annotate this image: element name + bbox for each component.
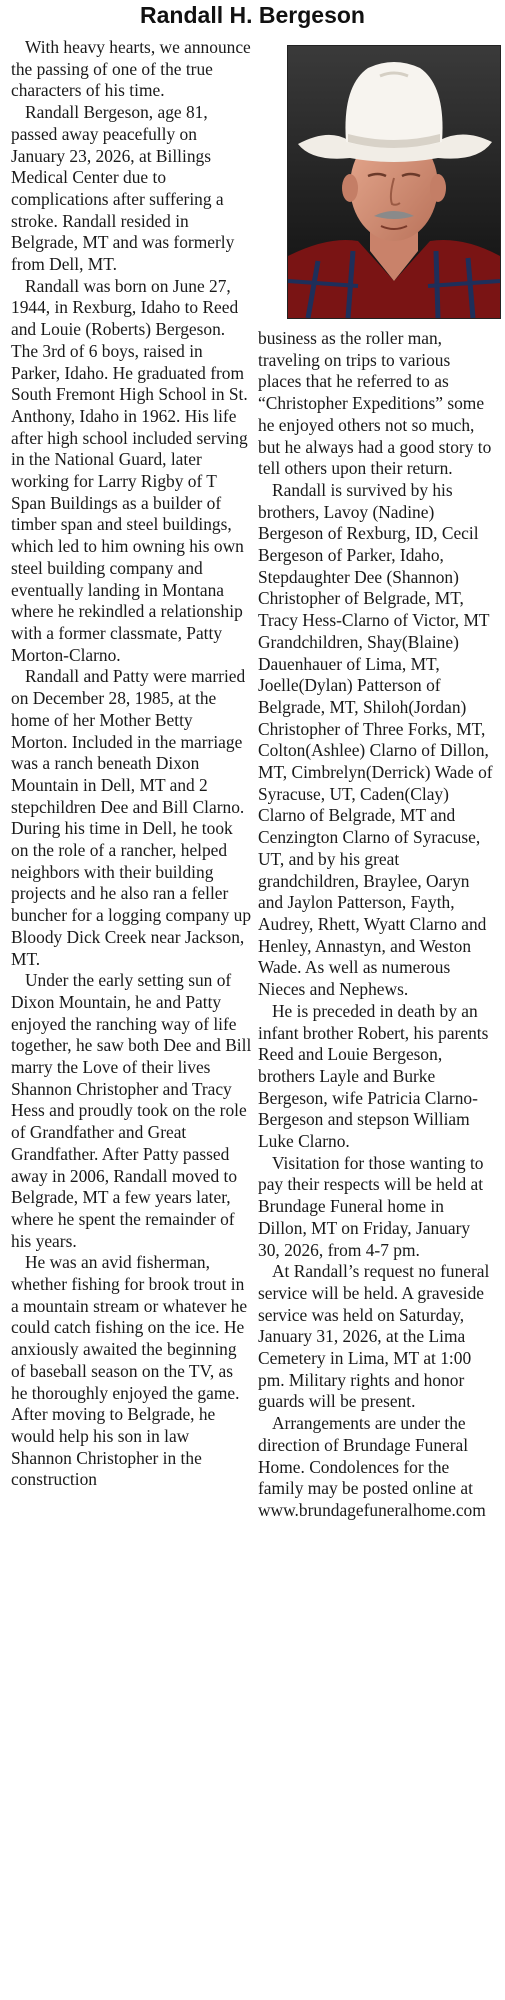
paragraph-intro: With heavy hearts, we announce the passing of one of the true characters of his time. <box>11 37 251 101</box>
obituary-right-column <box>258 328 496 1522</box>
paragraph-passing: Randall Bergeson, age 81, passed away peacefully on January 23, 2026, at Billings Medical Center due to complications after suffering a stroke. Randall resided in Belgrade, MT and was formerly from Dell, MT. <box>11 102 235 275</box>
paragraph-survived-by: Randall is survived by his brothers, Lavoy (Nadine) Bergeson of Rexburg, ID, Cecil Bergeson of Parker, Idaho, Stepdaughter Dee (Shannon) Christopher of Belgrade, MT, Tracy Hess-Clarno of Victor, MT Grandchildren, Shay(Blaine) Dauenhauer of Lima, MT, Joelle(Dylan) Patterson of Belgrade, MT, Shiloh(Jordan) Christopher of Three Forks, MT, Colton(Ashlee) Clarno of Dillon, MT, Cimbrelyn(Derrick) Wade of Syracuse, UT, Caden(Clay) Clarno of Belgrade, MT and Cenzington Clarno of Syracuse, UT, and by his great grandchildren, Braylee, Oaryn and Jaylon Patterson, Fayth, Audrey, Rhett, Wyatt Clarno and Henley, Annastyn, and Weston Wade. As well as numerous Nieces and Nephews. <box>258 479 493 1000</box>
obituary-title: Randall H. Bergeson <box>140 2 365 28</box>
paragraph-arrangements: Arrangements are under the direction of Brundage Funeral Home. Condolences for the family may be posted online at www.brundagefuneralhome.com <box>258 1413 486 1520</box>
paragraph-hobbies: He was an avid fisherman, whether fishing for brook trout in a mountain stream or whatever he could catch fishing on the ice. He anxiously awaited the beginning of baseball season on the TV, as he thoroughly enjoyed the game. After moving to Belgrade, he would help his son in law Shannon Christopher in the construction <box>11 1252 248 1490</box>
paragraph-visitation: Visitation for those wanting to pay their respects will be held at Brundage Funeral home in Dillon, MT on Friday, January 30, 2026, from 4-7 pm. <box>258 1152 484 1260</box>
paragraph-dixon-mountain: Under the early setting sun of Dixon Mountain, he and Patty enjoyed the ranching way of life together, he saw both Dee and Bill marry the Love of their lives Shannon Christopher and Tracy Hess and proudly took on the role of Grandfather and Great Grandfather. After Patty passed away in 2006, Randall moved to Belgrade, MT a few years later, where he spent the remainder of his years. <box>11 970 252 1251</box>
portrait-illustration <box>288 46 500 318</box>
paragraph-graveside-service: At Randall’s request no funeral service will be held. A graveside service was held on Saturday, January 31, 2026, at the Lima Cemetery in Lima, MT at 1:00 pm. Military rights and honor guards will be present. <box>258 1261 490 1412</box>
paragraph-marriage: Randall and Patty were married on December 28, 1985, at the home of her Mother Betty Morton. Included in the marriage was a ranch beneath Dixon Mountain in Dell, MT and 2 stepchildren Dee and Bill Clarno. During his time in Dell, he took on the role of a rancher, helped neighbors with their building projects and he also ran a feller buncher for a logging company up Bloody Dick Creek near Jackson, MT. <box>11 666 252 969</box>
paragraph-preceded-by: He is preceded in death by an infant brother Robert, his parents Reed and Louie Bergeson, brothers Layle and Burke Bergeson, wife Patricia Clarno-Bergeson and stepson William Luke Clarno. <box>258 1000 489 1152</box>
paragraph-early-life: Randall was born on June 27, 1944, in Rexburg, Idaho to Reed and Louie (Roberts) Bergeson. The 3rd of 6 boys, raised in Parker, Idaho. He graduated from South Fremont High School in St. Anthony, Idaho in 1962. His life after high school included serving in the National Guard, later working for Larry Rigby of T Span Buildings as a builder of timber span and steel buildings, which led to him owning his own steel building company and eventually landing in Montana where he rekindled a relationship with a former classmate, Patty Morton-Clarno. <box>11 275 248 665</box>
obituary-left-column <box>11 37 253 1491</box>
portrait-photo <box>287 45 501 319</box>
paragraph-hobbies-continued: business as the roller man, traveling on trips to various places that he referred to as “Christopher Expeditions” some he enjoyed others not so much, but he always had a good story to tell others upon their return. <box>258 328 492 479</box>
